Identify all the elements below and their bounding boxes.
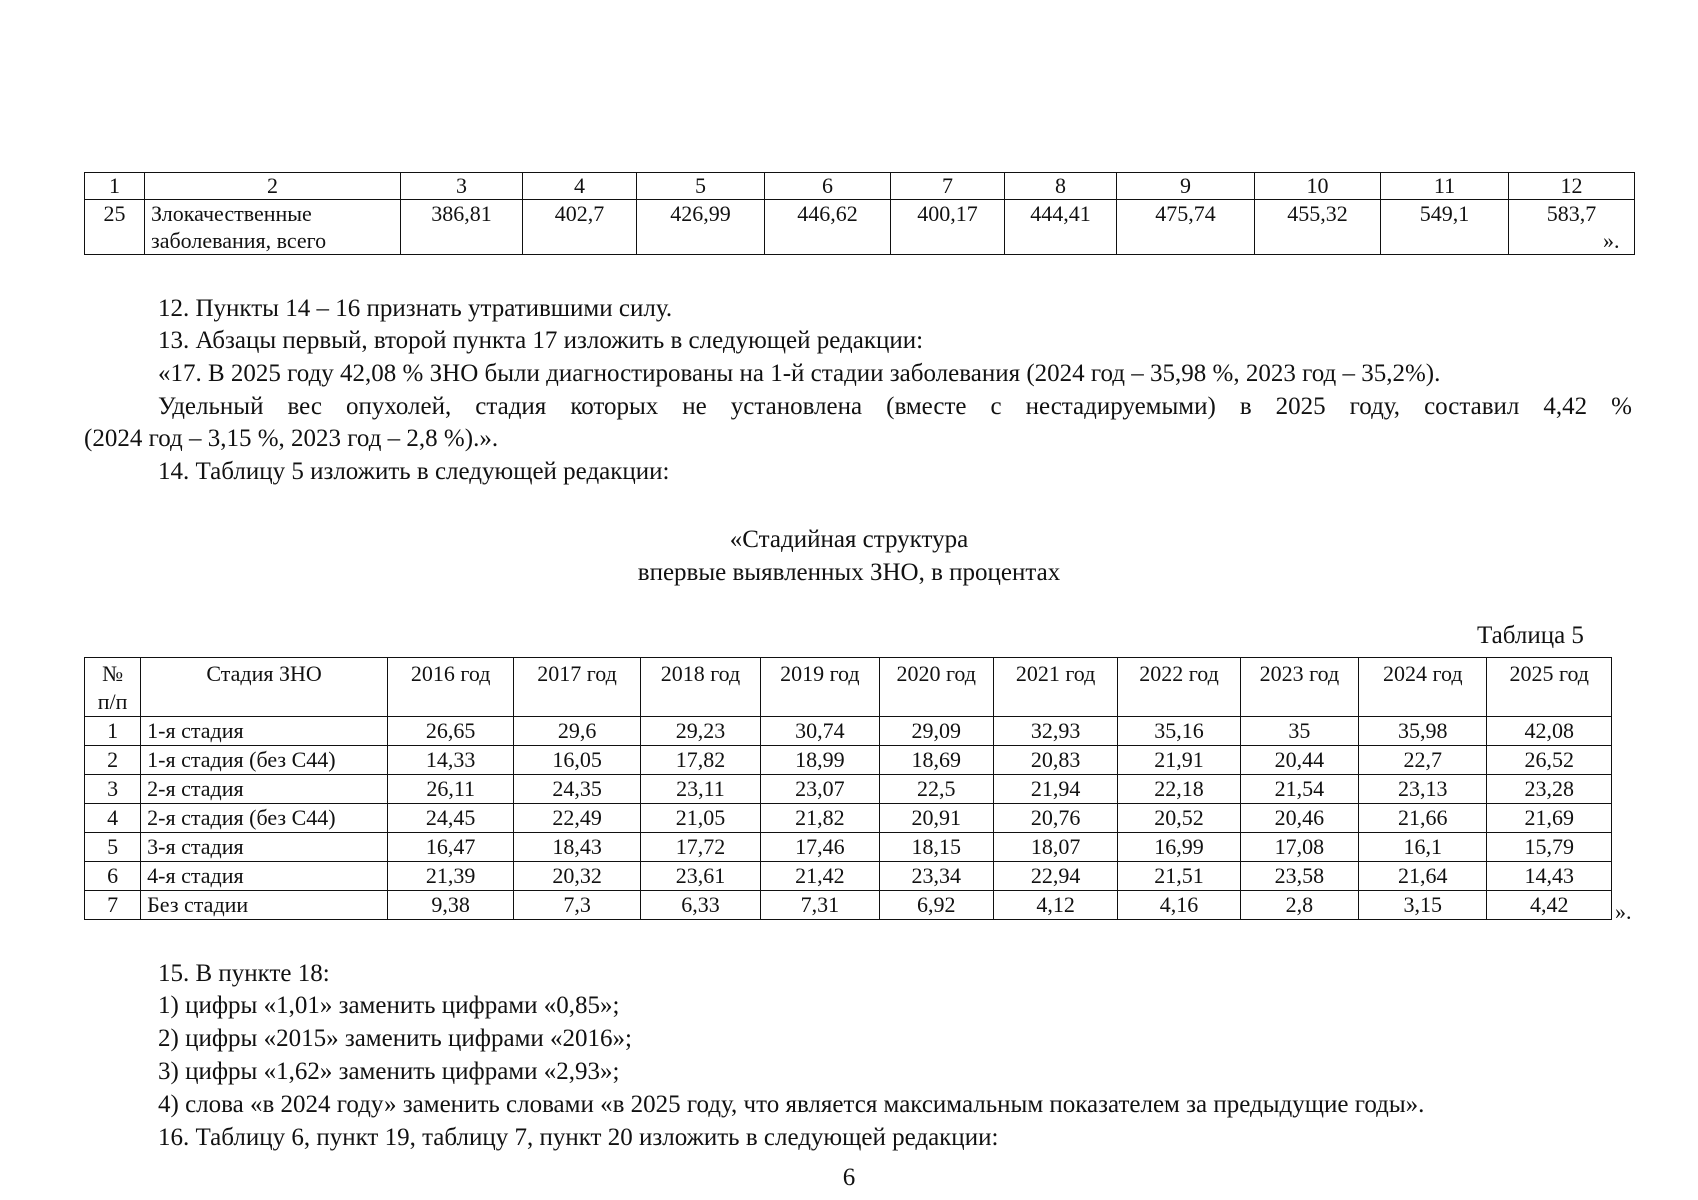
table-cell: 7,3 <box>514 891 640 920</box>
table-cell: 6,33 <box>640 891 760 920</box>
table-header-row <box>85 658 1612 717</box>
table5-caption: Таблица 5 <box>1477 622 1584 649</box>
table-cell: 21,94 <box>993 775 1117 804</box>
table-cell: 549,1 <box>1381 200 1509 255</box>
table-cell: 20,83 <box>993 746 1117 775</box>
table-row <box>85 833 1612 862</box>
table-cell: 21,69 <box>1487 804 1612 833</box>
table-cell: 22,5 <box>879 775 993 804</box>
header-year: 2022 год <box>1118 658 1240 717</box>
column-number: 2 <box>145 173 401 200</box>
table-cell: 17,72 <box>640 833 760 862</box>
table-cell: 400,17 <box>891 200 1005 255</box>
header-year: 2025 год <box>1487 658 1612 717</box>
table-cell: 21,82 <box>761 804 879 833</box>
table-cell: 29,23 <box>640 717 760 746</box>
column-number: 9 <box>1117 173 1255 200</box>
table-cell: 21,51 <box>1118 862 1240 891</box>
header-year: 2017 год <box>514 658 640 717</box>
header-year: 2018 год <box>640 658 760 717</box>
column-number: 3 <box>401 173 523 200</box>
column-number: 7 <box>891 173 1005 200</box>
table-cell: 24,35 <box>514 775 640 804</box>
table-row <box>85 746 1612 775</box>
table-cell: 35,98 <box>1359 717 1487 746</box>
row-number: 3 <box>85 775 141 804</box>
table-cell: 20,76 <box>993 804 1117 833</box>
table-cell: 16,05 <box>514 746 640 775</box>
row-stage: 3-я стадия <box>141 833 388 862</box>
table-cell: 23,11 <box>640 775 760 804</box>
table-cell: 386,81 <box>401 200 523 255</box>
column-number: 8 <box>1005 173 1117 200</box>
table-cell: 583,7 <box>1509 200 1635 255</box>
table-cell: 22,49 <box>514 804 640 833</box>
header-year: 2019 год <box>761 658 879 717</box>
table-cell: 4,16 <box>1118 891 1240 920</box>
column-number: 11 <box>1381 173 1509 200</box>
row-stage: 4-я стадия <box>141 862 388 891</box>
table-row <box>85 775 1612 804</box>
table-cell: 16,47 <box>387 833 513 862</box>
table-cell: 21,91 <box>1118 746 1240 775</box>
paragraph-12: 12. Пункты 14 – 16 признать утратившими силу. <box>158 295 673 322</box>
table-cell: 22,94 <box>993 862 1117 891</box>
table-cell: 17,08 <box>1240 833 1358 862</box>
table-cell: 426,99 <box>637 200 765 255</box>
paragraph-share-line1: Удельный вес опухолей, стадия которых не установлена (вместе с нестадируемыми) в 2025 году, составил 4,42 % <box>158 393 1632 420</box>
header-year: 2023 год <box>1240 658 1358 717</box>
table-cell: 22,18 <box>1118 775 1240 804</box>
table-cell: 15,79 <box>1487 833 1612 862</box>
header-year: 2024 год <box>1359 658 1487 717</box>
table-cell: 475,74 <box>1117 200 1255 255</box>
table-cell: 35,16 <box>1118 717 1240 746</box>
table-cell: 20,52 <box>1118 804 1240 833</box>
list-item: 3) цифры «1,62» заменить цифрами «2,93»; <box>158 1058 620 1085</box>
table-cell: 16,1 <box>1359 833 1487 862</box>
column-number: 6 <box>765 173 891 200</box>
header-year: 2021 год <box>993 658 1117 717</box>
paragraph-15: 15. В пункте 18: <box>158 960 330 987</box>
paragraph-share-line2: (2024 год – 3,15 %, 2023 год – 2,8 %).». <box>84 425 499 452</box>
table-cell: 23,58 <box>1240 862 1358 891</box>
row-number: 25 <box>85 200 145 255</box>
row-number: 5 <box>85 833 141 862</box>
table-cell: 18,15 <box>879 833 993 862</box>
table-cell: 7,31 <box>761 891 879 920</box>
table-row <box>85 891 1612 920</box>
closing-quote: ». <box>1603 228 1620 253</box>
table-cell: 16,99 <box>1118 833 1240 862</box>
column-number: 4 <box>523 173 637 200</box>
column-number: 5 <box>637 173 765 200</box>
stage-structure-table <box>84 657 1612 920</box>
table-cell: 2,8 <box>1240 891 1358 920</box>
table-cell: 21,64 <box>1359 862 1487 891</box>
closing-quote: ». <box>1615 899 1632 924</box>
row-stage: Без стадии <box>141 891 388 920</box>
table-cell: 20,46 <box>1240 804 1358 833</box>
page-number: 6 <box>842 1164 856 1191</box>
row-number: 6 <box>85 862 141 891</box>
list-item: 2) цифры «2015» заменить цифрами «2016»; <box>158 1025 632 1052</box>
list-item: 1) цифры «1,01» заменить цифрами «0,85»; <box>158 992 620 1019</box>
table-cell: 23,61 <box>640 862 760 891</box>
table-row <box>85 862 1612 891</box>
table-cell: 23,07 <box>761 775 879 804</box>
column-number: 12 <box>1509 173 1635 200</box>
table-cell: 21,05 <box>640 804 760 833</box>
row-label <box>145 200 401 255</box>
row-stage: 1-я стадия (без С44) <box>141 746 388 775</box>
table5-title-line1: «Стадийная структура <box>729 526 969 553</box>
table-cell: 18,43 <box>514 833 640 862</box>
header-year: 2016 год <box>387 658 513 717</box>
table-cell: 23,13 <box>1359 775 1487 804</box>
table-cell: 14,33 <box>387 746 513 775</box>
table-cell: 455,32 <box>1255 200 1381 255</box>
table-row <box>85 200 1635 255</box>
table-cell: 26,11 <box>387 775 513 804</box>
paragraph-16: 16. Таблицу 6, пункт 19, таблицу 7, пункт 20 изложить в следующей редакции: <box>158 1124 999 1151</box>
table-cell: 35 <box>1240 717 1358 746</box>
table-cell: 18,69 <box>879 746 993 775</box>
table-body <box>85 717 1612 920</box>
header-num-line: № <box>102 661 124 686</box>
table-cell: 6,92 <box>879 891 993 920</box>
table-cell: 29,09 <box>879 717 993 746</box>
table-cell: 21,66 <box>1359 804 1487 833</box>
table-cell: 32,93 <box>993 717 1117 746</box>
table-cell: 444,41 <box>1005 200 1117 255</box>
header-stage: Стадия ЗНО <box>141 658 388 717</box>
table-cell: 21,39 <box>387 862 513 891</box>
table-row <box>85 717 1612 746</box>
table-cell: 18,07 <box>993 833 1117 862</box>
table-cell: 17,82 <box>640 746 760 775</box>
table-row <box>85 804 1612 833</box>
continuation-table <box>84 172 1635 255</box>
row-number: 4 <box>85 804 141 833</box>
table-cell: 22,7 <box>1359 746 1487 775</box>
paragraph-17-quote: «17. В 2025 году 42,08 % ЗНО были диагностированы на 1-й стадии заболевания (2024 год – 35,98 %, 2023 год – 35,2%). <box>158 360 1441 387</box>
table-cell: 4,42 <box>1487 891 1612 920</box>
header-num <box>85 658 141 717</box>
table-cell: 42,08 <box>1487 717 1612 746</box>
column-number: 1 <box>85 173 145 200</box>
list-item: 4) слова «в 2024 году» заменить словами «в 2025 году, что является максимальным показателем за предыдущие годы». <box>158 1091 1425 1118</box>
table-cell: 30,74 <box>761 717 879 746</box>
table-cell: 446,62 <box>765 200 891 255</box>
table-cell: 20,91 <box>879 804 993 833</box>
table-cell: 20,32 <box>514 862 640 891</box>
row-number: 1 <box>85 717 141 746</box>
header-year: 2020 год <box>879 658 993 717</box>
table-cell: 9,38 <box>387 891 513 920</box>
table-cell: 29,6 <box>514 717 640 746</box>
table-cell: 24,45 <box>387 804 513 833</box>
table-cell: 23,28 <box>1487 775 1612 804</box>
row-stage: 2-я стадия <box>141 775 388 804</box>
header-num-line: п/п <box>97 689 128 714</box>
table-cell: 17,46 <box>761 833 879 862</box>
table-cell: 23,34 <box>879 862 993 891</box>
row-number: 2 <box>85 746 141 775</box>
column-number: 10 <box>1255 173 1381 200</box>
row-number: 7 <box>85 891 141 920</box>
row-label-line: заболевания, всего <box>151 228 327 253</box>
table-cell: 14,43 <box>1487 862 1612 891</box>
table-cell: 26,52 <box>1487 746 1612 775</box>
paragraph-14: 14. Таблицу 5 изложить в следующей редакции: <box>158 458 670 485</box>
row-label-line: Злокачественные <box>151 201 312 226</box>
table-cell: 4,12 <box>993 891 1117 920</box>
table-cell: 21,42 <box>761 862 879 891</box>
table-cell: 18,99 <box>761 746 879 775</box>
table-cell: 402,7 <box>523 200 637 255</box>
table-cell: 3,15 <box>1359 891 1487 920</box>
table5-title-line2: впервые выявленных ЗНО, в процентах <box>637 559 1061 586</box>
table-cell: 26,65 <box>387 717 513 746</box>
table-cell: 21,54 <box>1240 775 1358 804</box>
paragraph-13: 13. Абзацы первый, второй пункта 17 изложить в следующей редакции: <box>158 327 924 354</box>
table-header-row <box>85 173 1635 200</box>
row-stage: 1-я стадия <box>141 717 388 746</box>
row-stage: 2-я стадия (без С44) <box>141 804 388 833</box>
table-cell: 20,44 <box>1240 746 1358 775</box>
